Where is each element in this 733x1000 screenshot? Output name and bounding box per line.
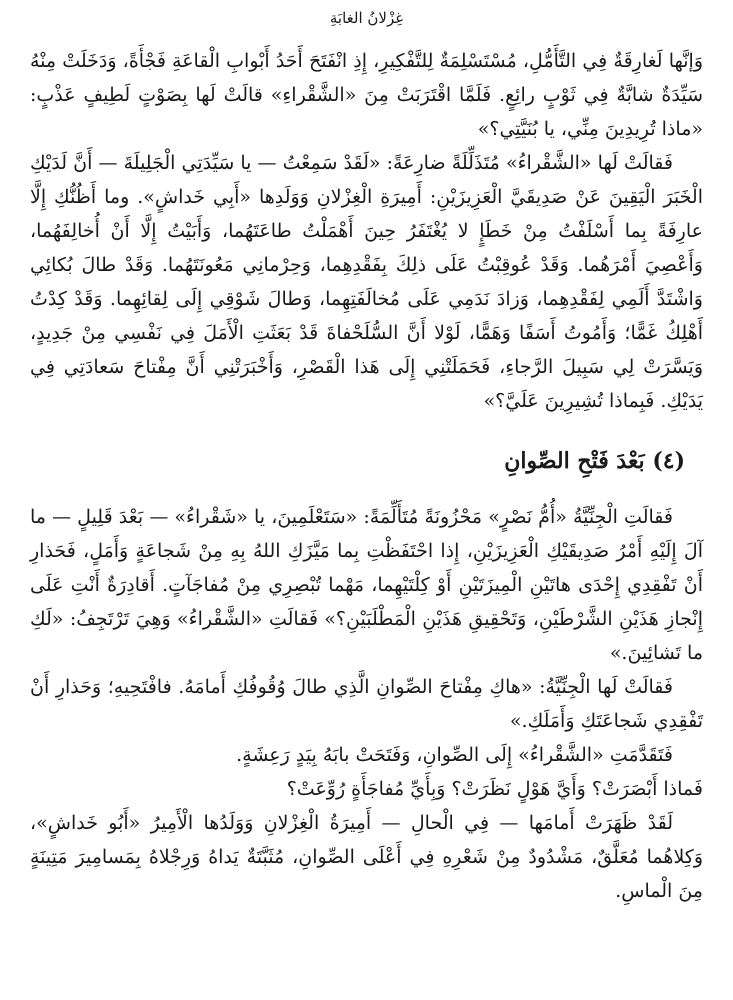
paragraph-key-given: فَقالَتْ لَها الْجِنِّيَّةُ: «هاكِ مِفْتاحَ الصِّوانِ الَّذِي طالَ وُقُوفُكِ أَمامَهُ. فافْتَحِيهِ؛ وَحَذارِ أَنْ تَفْقِدِي شَجاعَتَكِ وَأَمَلَكِ.» bbox=[30, 676, 703, 732]
paragraph-intro: وَإنَّها لَغارِقَةٌ فِي التَّأَمُّلِ، مُسْتَسْلِمَةٌ لِلتَّفْكِيرِ، إِذِ انْفَتَحَ أَحَدُ أَبْوابِ الْقاعَةِ فَجْأَةً، وَدَخَلَتْ مِنْهُ سَيِّدَةٌ شابَّةٌ فِي ثَوْبٍ رائِعٍ. فَلَمَّا اقْتَرَبَتْ مِنَ «الشَّقْراءِ» قالَتْ لَها بِصَوْتٍ لَطِيفٍ عَذْبٍ: «ماذا تُرِيدِينَ مِنِّي، يا بُنَيَّتِي؟» bbox=[30, 50, 703, 140]
section-heading: (٤) بَعْدَ فَتْحِ الصِّوانِ bbox=[504, 448, 685, 474]
paragraph-shaqra-speech: فَقالَتْ لَها «الشَّقْراءُ» مُتَذَلِّلَةً ضارِعَةً: «لَقَدْ سَمِعْتُ — يا سَيِّدَتِي الْجَلِيلَةَ — أَنَّ لَدَيْكِ الْخَبَرَ الْيَقِينَ عَنْ صَدِيقَيَّ الْعَزِيزَيْنِ: أَمِيرَةِ الْغِزْلانِ وَوَلَدِها «أَبِي خَداشٍ». وما أَظُنُّكِ إِلَّا عارِفَةً بِما أَسْلَفْتُ مِنْ خَطَإٍ لا يُغْتَفَرُ حِينَ أَهْمَلْتُ طاعَتَهُما، وَأَبَيْتُ إِلَّا أَنْ أُخالِفَهُما، وَأَعْصِيَ أَمْرَهُما. وَقَدْ عُوقِبْتُ عَلَى ذلِكَ بِفَقْدِهِما، وَحِرْمانِي مَعُونَتَهُما. وَقَدْ طالَ بُكائِي وَاشْتَدَّ أَلَمِي لِفَقْدِهِما، وَزادَ نَدَمِي عَلَى مُخالَفَتِهِما، وَطالَ شَوْقِي إِلَى لِقائِهِما. وَقَدْ كِدْتُ أَهْلِكُ غَمًّا؛ وَأَمُوتُ أَسَفًا وَهَمًّا، لَوْلا أَنَّ السُّلَحْفاةَ قَدْ بَعَثَتِ الْأَمَلَ فِي نَفْسِي مِنْ جَدِيدٍ، وَيَسَّرَتْ لِي سَبِيلَ الرَّجاءِ، فَحَمَلَتْنِي إِلَى هَذا الْقَصْرِ، وَأَخْبَرَتْنِي أَنَّ مِفْتاحَ سَعادَتِي فِي يَدَيْكِ. فَبِماذا تُشِيرِينَ عَلَيَّ؟» bbox=[30, 152, 703, 412]
paragraph-questions: فَماذا أَبْصَرَتْ؟ وَأَيَّ هَوْلٍ نَظَرَتْ؟ وَبِأَيِّ مُفاجَأَةٍ رُوِّعَتْ؟ bbox=[286, 778, 703, 800]
paragraph-umm-nasr-reply: فَقالَتِ الْجِنِّيَّةُ «أُمُّ نَصْرٍ» مَحْزُونَةً مُتَأَلِّمَةً: «سَتَعْلَمِينَ، يا «شَقْراءُ» — بَعْدَ قَلِيلٍ — ما آلَ إِلَيْهِ أَمْرُ صَدِيقَيْكِ الْعَزِيزَيْنِ، إِذا احْتَفَظْتِ بِما مَيَّزَكِ اللهُ بِهِ مِنْ شَجاعَةٍ وَأَمَلٍ، فَحَذارِ أَنْ تَفْقِدِي إِحْدَى هاتَيْنِ الْمِيزَتَيْنِ أَوْ كِلْتَيْهِما، مَهْما تُبْصِرِي مِنْ مُفاجَآتٍ. أَقادِرَةٌ أَنْتِ عَلَى إِنْجازِ هَذَيْنِ الشَّرْطَيْنِ، وَتَحْقِيقِ هَذَيْنِ الْمَطْلَبَيْنِ؟» فَقالَتِ «الشَّقْراءُ» وَهِيَ تَرْتَجِفُ: «لَكِ ما تَشائِينَ.» bbox=[30, 506, 703, 664]
running-header-title: غِزْلانُ الغابَةِ bbox=[329, 9, 404, 27]
paragraph-revelation: لَقَدْ ظَهَرَتْ أَمامَها — فِي الْحالِ — أَمِيرَةُ الْغِزْلانِ وَوَلَدُها الْأَمِيرُ «أَبُو خَداشٍ»، وَكِلاهُما مُعَلَّقٌ، مَشْدُودٌ مِنْ شَعْرِهِ فِي أَعْلَى الصِّوانِ، مُثَبَّتَةٌ يَداهُ وَرِجْلاهُ بِمَسامِيرَ مَتِينَةٍ مِنَ الْماسِ. bbox=[30, 812, 703, 902]
paragraph-cabinet-opened: فَتَقَدَّمَتِ «الشَّقْراءُ» إِلَى الصِّوانِ، وَفَتَحَتْ بابَهُ بِيَدٍ رَعِشَةٍ. bbox=[236, 744, 673, 766]
